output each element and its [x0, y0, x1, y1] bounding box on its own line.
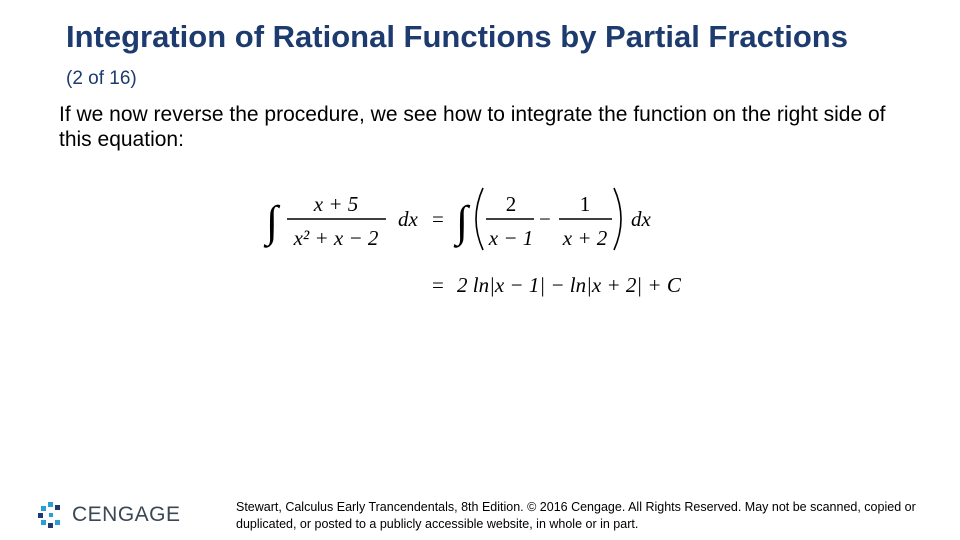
- minus-sign: −: [539, 207, 551, 231]
- cengage-wordmark: CENGAGE: [72, 503, 181, 526]
- frac1-numerator: 2: [505, 192, 517, 216]
- dx-left: dx: [398, 207, 418, 231]
- dx-right: dx: [631, 207, 651, 231]
- lhs-numerator: x + 5: [313, 192, 359, 216]
- equals-sign: =: [432, 207, 444, 231]
- cengage-logo: [36, 497, 181, 533]
- frac2-numerator: 1: [579, 192, 591, 216]
- frac2-denominator: x + 2: [562, 226, 608, 250]
- integral-sign-right: ∫: [456, 197, 469, 246]
- result-expression: 2 ln|x − 1| − ln|x + 2| + C: [457, 273, 681, 297]
- slide-title-main: Integration of Rational Functions by Partial Fractions: [66, 19, 848, 54]
- copyright-footer: Stewart, Calculus Early Trancendentals, 8th Edition. © 2016 Cengage. All Rights Reserved. May not be scanned, copied or duplicated, or posted to a publicly accessible website, in whole or in part.: [236, 500, 916, 531]
- body-paragraph: If we now reverse the procedure, we see how to integrate the function on the right side of this equation:: [59, 103, 886, 151]
- cengage-mark-icon: [36, 500, 66, 530]
- slide-counter: (2 of 16): [66, 68, 137, 89]
- result-equals-sign: =: [432, 273, 444, 297]
- integral-sign-left: ∫: [266, 197, 279, 246]
- right-paren: [614, 188, 621, 250]
- left-paren: [476, 188, 483, 250]
- lhs-denominator: x² + x − 2: [293, 226, 379, 250]
- frac1-denominator: x − 1: [488, 226, 534, 250]
